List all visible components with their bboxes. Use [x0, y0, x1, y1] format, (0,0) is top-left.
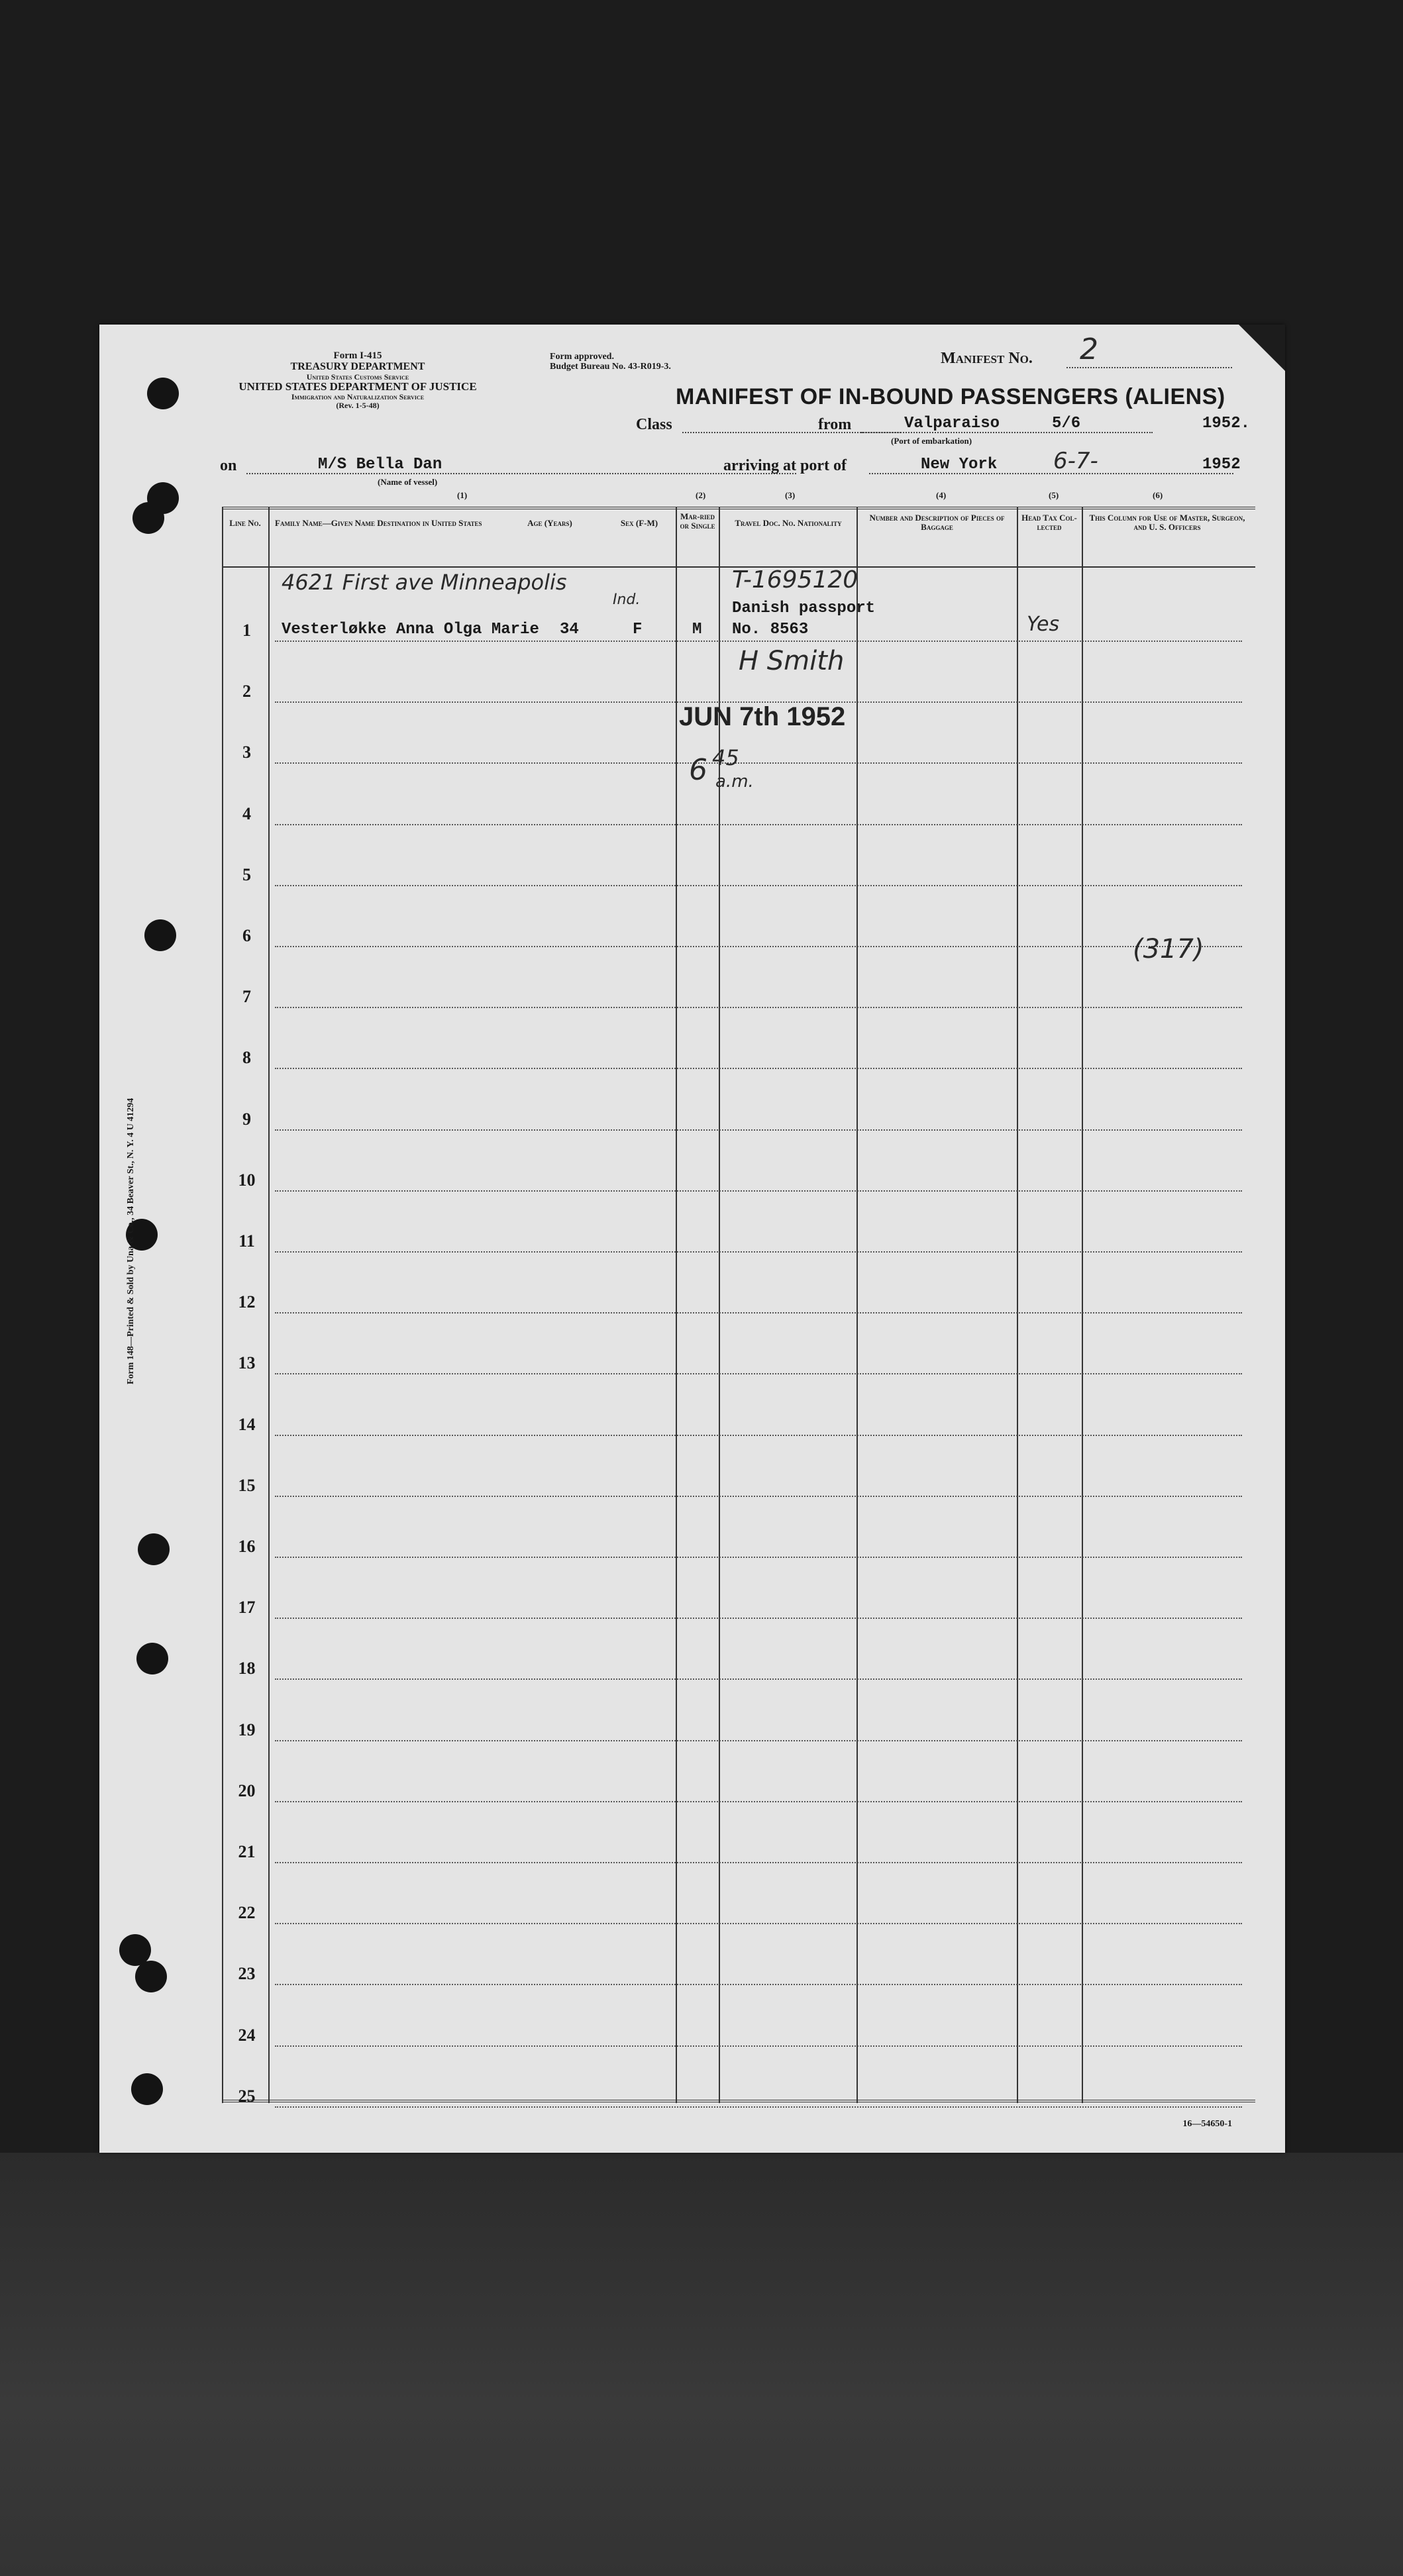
row-dotted-line: [275, 885, 1242, 886]
punch-hole: [138, 1533, 170, 1565]
row-number: 8: [242, 1048, 251, 1068]
handwritten-document-number: T-1695120: [732, 566, 858, 593]
arrival-stamp-ampm: a.m.: [715, 772, 754, 792]
row-dotted-line: [275, 1496, 1242, 1497]
row-dotted-line: [275, 1190, 1242, 1192]
row-dotted-line: [275, 1801, 1242, 1802]
row-dotted-line: [275, 1923, 1242, 1924]
header-line-no: Line No.: [229, 518, 261, 528]
punch-hole: [131, 2073, 163, 2105]
approval-block: [550, 352, 671, 372]
dark-background-band: [0, 2153, 1403, 2576]
handwritten-state: Ind.: [613, 592, 641, 608]
column-number-1: (1): [457, 490, 468, 500]
punch-hole: [135, 1961, 167, 1992]
row-dotted-line: [275, 2106, 1242, 2108]
row-number: 11: [238, 1231, 255, 1251]
row-dotted-line: [275, 1557, 1242, 1558]
arrival-stamp-minutes: 45: [712, 745, 739, 770]
header-name: Family Name—Given Name Destination in United States: [275, 518, 482, 528]
treasury-department: TREASURY DEPARTMENT: [290, 360, 425, 372]
arrival-port: New York: [921, 456, 998, 474]
punch-hole: [147, 378, 179, 409]
row-number: 14: [238, 1414, 256, 1434]
column-rule: [676, 507, 677, 2103]
arrival-stamp-hour: 6: [689, 753, 707, 787]
row-dotted-line: [275, 1251, 1242, 1253]
arrival-date: 6-7-: [1053, 448, 1098, 474]
passenger-sex: F: [633, 621, 643, 639]
row-number: 21: [238, 1842, 256, 1861]
row-number: 18: [238, 1659, 256, 1678]
column-number-4: (4): [936, 490, 947, 500]
passenger-age: 34: [560, 621, 579, 639]
header-married: Mar-ried or Single: [680, 511, 715, 531]
row-number: 20: [238, 1780, 256, 1800]
immigration-service: Immigration and Naturalization Service: [291, 391, 425, 401]
arriving-label: arriving at port of: [723, 457, 847, 474]
manifest-number-line: [1066, 367, 1232, 368]
row-dotted-line: [275, 1862, 1242, 1863]
manifest-number-label: Manifest No.: [941, 350, 1033, 367]
row-number: 16: [238, 1537, 256, 1556]
row-dotted-line: [275, 1984, 1242, 1985]
row-number: 2: [242, 682, 251, 701]
page-title: MANIFEST OF IN-BOUND PASSENGERS (ALIENS): [676, 384, 1225, 409]
row-number: 7: [242, 987, 251, 1007]
row-dotted-line: [275, 1618, 1242, 1619]
table-bottom-rule: [222, 2100, 1255, 2102]
passenger-married: M: [692, 621, 702, 639]
margin-note: (317): [1133, 934, 1204, 964]
departure-date: 5/6: [1052, 415, 1081, 433]
row-number: 19: [238, 1720, 256, 1739]
nationality: Danish passport: [732, 599, 876, 617]
row-dotted-line: [275, 1678, 1242, 1680]
passenger-table: [222, 507, 1255, 2106]
on-label: on: [220, 457, 237, 474]
row-number: 1: [242, 621, 251, 640]
row-number: 13: [238, 1353, 256, 1373]
customs-service: United States Customs Service: [306, 372, 409, 382]
vessel-name: M/S Bella Dan: [318, 456, 442, 474]
handwritten-address: 4621 First ave Minneapolis: [282, 570, 567, 595]
row-number: 25: [238, 2086, 256, 2106]
column-rule: [857, 507, 858, 2103]
passenger-name: Vesterløkke Anna Olga Marie: [282, 621, 539, 639]
punch-hole: [136, 1643, 168, 1674]
arrival-year: 1952: [1202, 456, 1241, 474]
embarkation-port: Valparaiso: [904, 415, 1000, 433]
arrival-stamp-date: JUN 7th 1952: [679, 702, 846, 731]
row-dotted-line: [275, 762, 1242, 764]
revision-date: (Rev. 1-5-48): [336, 400, 380, 410]
row-dotted-line: [275, 641, 1242, 642]
column-number-3: (3): [785, 490, 796, 500]
departure-year: 1952.: [1202, 415, 1251, 433]
row-number: 12: [238, 1292, 256, 1312]
column-number-6: (6): [1153, 490, 1163, 500]
row-dotted-line: [275, 1312, 1242, 1314]
row-number: 9: [242, 1109, 251, 1129]
head-tax-value: Yes: [1027, 613, 1060, 636]
column-rule: [222, 507, 223, 2103]
header-sex: Sex (F-M): [620, 518, 658, 528]
header-age: Age (Years): [527, 518, 572, 528]
form-header: [219, 351, 497, 409]
row-number: 6: [242, 926, 251, 945]
justice-department: UNITED STATES DEPARTMENT OF JUSTICE: [238, 380, 477, 393]
vessel-caption: (Name of vessel): [378, 477, 438, 487]
printer-imprint: Form 148—Printed & Sold by Una & Co., 34 Beaver St., N. Y. 4 U 41294: [126, 1098, 136, 1384]
from-label: from: [818, 416, 852, 433]
row-number: 10: [238, 1170, 256, 1190]
row-number: 24: [238, 2025, 256, 2045]
footer-code: 16—54650-1: [1182, 2119, 1232, 2129]
row-dotted-line: [275, 946, 1242, 947]
header-officers: This Column for Use of Master, Surgeon, and U. S. Officers: [1089, 513, 1245, 533]
officer-signature: H Smith: [739, 646, 845, 676]
row-dotted-line: [275, 2045, 1242, 2047]
manifest-number-value: 2: [1080, 333, 1098, 366]
class-label: Class: [636, 416, 672, 433]
column-rule: [1082, 507, 1083, 2103]
punch-hole: [132, 502, 164, 534]
row-dotted-line: [275, 1129, 1242, 1131]
header-travel-doc: Travel Doc. No. Nationality: [735, 518, 842, 528]
row-dotted-line: [275, 1373, 1242, 1374]
row-number: 22: [238, 1903, 256, 1923]
row-number: 3: [242, 743, 251, 762]
column-rule: [268, 507, 270, 2103]
passport-number: No. 8563: [732, 621, 809, 639]
row-dotted-line: [275, 1435, 1242, 1436]
column-rule: [1017, 507, 1018, 2103]
form-number: Form I-415: [333, 350, 382, 361]
row-dotted-line: [275, 1068, 1242, 1069]
header-head-tax: Head Tax Col-lected: [1021, 513, 1077, 533]
row-number: 4: [242, 803, 251, 823]
port-caption: (Port of embarkation): [891, 436, 972, 446]
row-dotted-line: [275, 1007, 1242, 1008]
column-number-2: (2): [696, 490, 706, 500]
row-dotted-line: [275, 824, 1242, 825]
form-approved: Form approved.: [550, 352, 614, 362]
row-number: 23: [238, 1964, 256, 1984]
table-top-rule: [222, 507, 1255, 509]
row-dotted-line: [275, 1740, 1242, 1741]
header-baggage: Number and Description of Pieces of Baggage: [869, 513, 1005, 533]
column-number-5: (5): [1049, 490, 1059, 500]
row-number: 5: [242, 864, 251, 884]
manifest-document: [99, 325, 1285, 2153]
row-number: 15: [238, 1475, 256, 1495]
punch-hole: [144, 919, 176, 951]
budget-bureau: Budget Bureau No. 43-R019-3.: [550, 361, 671, 372]
row-number: 17: [238, 1598, 256, 1618]
folded-corner: [1239, 325, 1285, 371]
